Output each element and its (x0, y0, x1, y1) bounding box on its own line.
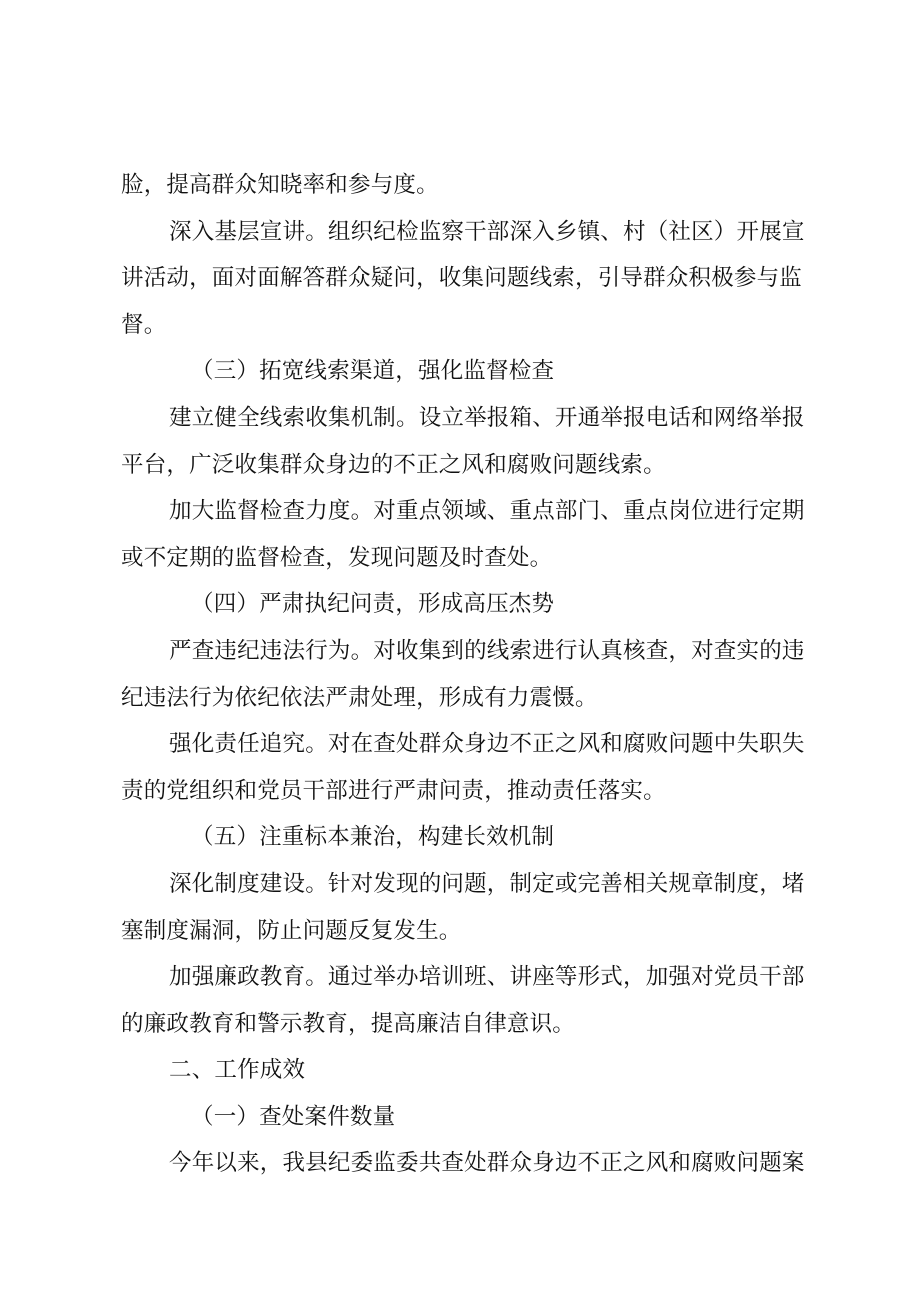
paragraph-line: 督。 (121, 311, 167, 338)
paragraph-line: 纪违法行为依纪依法严肃处理，形成有力震慑。 (121, 684, 598, 711)
section-heading: 二、工作成效 (169, 1057, 306, 1084)
paragraph-line: 讲活动，面对面解答群众疑问，收集问题线索，引导群众积极参与监 (121, 265, 803, 292)
paragraph-line: 深入基层宣讲。组织纪检监察干部深入乡镇、村（社区）开展宣 (169, 218, 805, 245)
paragraph-line: 加大监督检查力度。对重点领域、重点部门、重点岗位进行定期 (169, 498, 805, 525)
section-subheading: （五）注重标本兼治，构建长效机制 (191, 824, 555, 851)
section-subheading: （四）严肃执纪问责，形成高压杰势 (191, 591, 555, 618)
document-body (121, 162, 811, 1187)
paragraph-line: 加强廉政教育。通过举办培训班、讲座等形式，加强对党员干部 (169, 964, 805, 991)
paragraph-line: 的廉政教育和警示教育，提高廉洁自律意识。 (121, 1010, 576, 1037)
paragraph-line: 深化制度建设。针对发现的问题，制定或完善相关规章制度，堵 (169, 870, 805, 897)
paragraph-line: 责的党组织和党员干部进行严肃问责，推动责任落实。 (121, 777, 666, 804)
paragraph-line: 平台，广泛收集群众身边的不正之风和腐败问题线索。 (121, 451, 666, 478)
paragraph-line: 严查违纪违法行为。对收集到的线索进行认真核查，对查实的违 (169, 637, 805, 664)
paragraph-line: 或不定期的监督检查，发现问题及时查处。 (121, 544, 553, 571)
paragraph-line: 脸，提高群众知晓率和参与度。 (121, 172, 439, 198)
section-subheading: （三）拓宽线索渠道，强化监督检查 (191, 358, 555, 385)
section-subheading: （一）查处案件数量 (191, 1103, 396, 1130)
paragraph-line: 塞制度漏洞，防止问题反复发生。 (121, 917, 462, 944)
paragraph-line: 建立健全线索收集机制。设立举报箱、开通举报电话和网络举报 (169, 404, 805, 431)
paragraph-line: 强化责任追究。对在查处群众身边不正之风和腐败问题中失职失 (169, 731, 805, 758)
paragraph-line: 今年以来，我县纪委监委共查处群众身边不正之风和腐败问题案 (169, 1150, 805, 1177)
